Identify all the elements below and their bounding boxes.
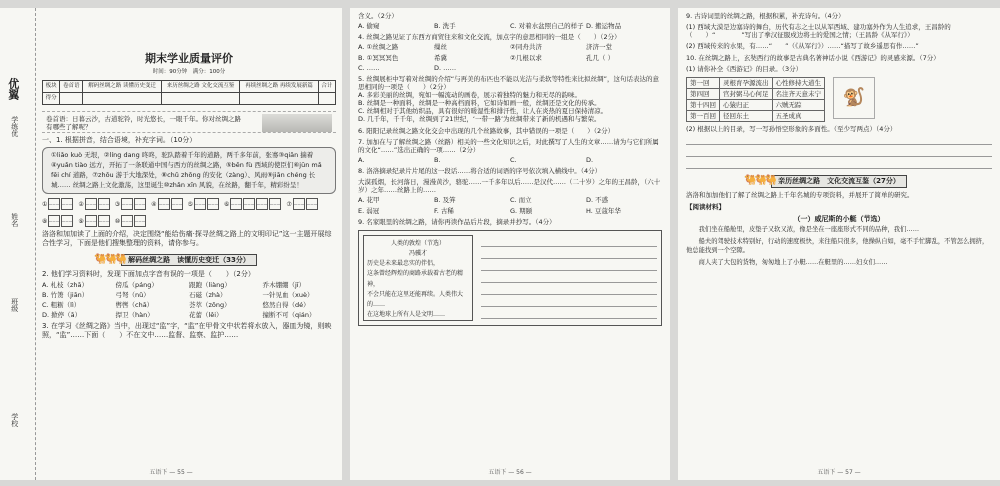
score-header: 再续丝绸之路 再续发展新篇 [240, 80, 318, 92]
answer-grids [42, 198, 336, 227]
excerpt-line: 不会只能在这里还能再续。人类伟大的…… [367, 290, 464, 308]
answer-grid[interactable]: ⑩ [115, 215, 146, 227]
article-paragraph: 商人夹了大包的货物，匆匆地上了小艇……在艇里的……妇女们…… [698, 258, 888, 266]
options-top: A. 偷窥 B. 洗手 C. 对着水盆照自己的样子 D. 搬运物品 [358, 22, 622, 31]
intro-paragraph: 洛洛和加加读了上面的介绍，决定围绕“能给伤痛·探寻丝绸之路上的文明印记”这一主题开展综合性学习，下面是他们搜集整理的资料，请你参与。 [42, 230, 332, 248]
score-header: 解码丝绸之路 读懂历史变迁 [83, 80, 161, 92]
score-cell[interactable] [240, 92, 318, 104]
page-55 [0, 8, 342, 480]
question-7: 7. 加加在与了解丝绸之路（丝路）相关的一些文化知识之后，对此撰写了人生的文章……请为与它们所属的文化“……”选出正确的一项……（2分） [358, 137, 659, 154]
binding-strip [0, 8, 36, 480]
page-footer: 五语下 — 55 — [149, 468, 193, 476]
contents-table [686, 77, 825, 123]
article-title: （一）威尼斯的小艇（节选） [793, 214, 885, 223]
page-57 [678, 8, 1000, 480]
camel-caravan-icon: 🐫🐫🐫 [94, 253, 126, 265]
answer-grid[interactable]: ③ [115, 198, 146, 210]
copy-box [358, 230, 662, 326]
question-5-option: D. 几千年，千千年，丝绸到了21世纪，‘一带一路’为丝绸带来了新的机遇和与繁荣。 [358, 115, 601, 124]
score-header: 板块 [43, 80, 60, 92]
pinyin-scroll: ①liǎo kuò 无垠，②líng dang 咚咚，驼队踏着千年的道路，两千多年前，张骞③qiān 揣着④yuǎn tiào 远方，开拓了一条联通中国与西方的丝绸之路，⑤bēn fù 西域的使臣们⑥jūn mǎ fēi chí 道路，⑦zhōu 游于大地深处，⑧chǔ zhōng 的安化（zàng）、风雨⑨jiān chéng 长城…… 丝绸之路上文化激荡，这里诞生⑩zhǎn xīn 风貌，在丝路，翻千年，精彩纷呈！ [42, 147, 336, 194]
excerpt-author: 冯骥才 [408, 249, 427, 257]
article-paragraph: 我们坐在船舱里，皮垫子又软又浓，像是坐在一座座形式不同的品种，我们…… [698, 226, 919, 234]
question-1: 一、1. 根据拼音，结合语境，补充字词。（10分） [42, 135, 197, 144]
name-label: 姓名 [10, 213, 19, 227]
question-5-option: B. 丝绸是一种面料，丝绸是一种高档面料，它如诗如画一般，丝绸还是文化的传承。 [358, 99, 601, 108]
monkey-king-icon: 🐒 [833, 77, 875, 119]
question-8-text: 大漠孤烟，长河落日，漫漫黄沙，骆驼……一千多年以后……是汉代……（二十岁）之年的王昌龄，（六十岁）之年……丝路上的…… [358, 178, 661, 195]
answer-grid[interactable]: ⑤ [188, 198, 219, 210]
answer-line[interactable] [686, 147, 992, 157]
reading-label: 【阅读材料】 [686, 202, 725, 211]
excerpt-line: 这条曾经辉煌的商路承载着古老的精神， [367, 270, 464, 288]
school-label: 学校 [10, 413, 19, 427]
answer-grid[interactable]: ⑥ [224, 198, 281, 210]
question-10-1: (1) 请你补全《西游记》的目录。（3分） [686, 64, 803, 73]
question-5-option: C. 丝绸相对于其他纺织品，具有很好的暖湿性和排汗性，让人在炎热的夏日保持清凉。 [358, 107, 608, 116]
intro-paragraph: 洛洛和加加他们了解了丝绸之路上千年名城的专项资料，并展开了简单的研究。 [686, 191, 914, 200]
question-8: 8. 洛洛摘录纪录片片尾的这一段话……将合适的词语的序号依次填入横线中。（4分） [358, 167, 602, 175]
score-header: 卷首语 [60, 80, 83, 92]
section-banner [744, 174, 934, 188]
question-4: 4. 丝绸之路见证了东西方商贸往来和文化交流，加点字的意思相同的一组是（ ）（2分） [358, 33, 621, 42]
score-cell[interactable] [161, 92, 239, 104]
page-title: 期末学业质量评价 [145, 52, 233, 65]
section-title: 亲历丝绸之路 文化交流互鉴（27分） [771, 175, 907, 188]
landscape-image [262, 114, 332, 132]
class-label: 班级 [10, 298, 19, 312]
score-cell[interactable] [60, 92, 83, 104]
continued-line: 含义。（2分） [358, 12, 398, 20]
exam-subtitle: 时间：90分钟 满分：100分 [152, 68, 226, 75]
question-3: 3. 在学习《丝绸之路》当中，出现过“监”字，“监”在甲骨文中状若将水放入，器皿为镜，则映照，“监”……下面（ ）不在文中……监督、监察、监护…… [42, 322, 332, 339]
preface [42, 111, 336, 133]
excerpt-title: 人类的敦煌（节选） [390, 239, 445, 247]
answer-grid[interactable]: ⑨ [78, 215, 109, 227]
answer-grid[interactable]: ④ [151, 198, 182, 210]
article-paragraph: 船夫的驾驶技术特别好，行动的速度极快，来往船只很多，他操纵自如，毫不手忙脚乱，不管怎么拥挤，他总能找到一个空隙。 [686, 237, 989, 255]
table-row: 第四回 官封弼马心何足 名注齐天意未宁 [687, 88, 825, 99]
question-9b-2: (2) 西域传来的水果，有……“ ”（《从军行》）……“描写了故乡遥思有作……” [686, 42, 919, 51]
answer-grid[interactable]: ⑦ [286, 198, 317, 210]
writing-area[interactable] [481, 235, 657, 321]
question-5-option: A. 多彩美丽的丝绸，宛如一幅流动的画卷，展示着独特的魅力和无尽的韵味。 [358, 91, 581, 99]
section-title: 解码丝绸之路 读懂历史变迁（33分） [121, 254, 257, 267]
score-header: 来历丝绸之路 文化交流互鉴 [161, 80, 239, 92]
score-table [42, 80, 336, 105]
page-56 [350, 8, 670, 480]
question-10: 10. 在丝绸之路上，玄奘西行的故事是古典名著神话小说《西游记》的灵感来源。（7分） [686, 53, 940, 62]
preface-text: 卷首语：日暮云沙，古道驼铃，时光悠长，一眼千年。你对丝绸之路有哪些了解呢？ [46, 114, 241, 131]
question-4-options: A. ①丝绸之路 缫丝 ②同舟共济 济济一堂 B. ①冥冥冥色 希冀 ②几根以求 孔几（ ） C. …… D. …… [358, 43, 615, 72]
score-header: 合计 [318, 80, 335, 92]
page-footer: 五语下 — 57 — [817, 468, 861, 476]
answer-grid[interactable]: ② [78, 198, 109, 210]
question-2-options: A. 札枝（zhā） 傍瓜（páng） 跟跑（liàng） 乔木绷绷（jī） B. 竹箦（jiān） 弓弩（nǔ） 石磁（zhà） 一针见血（xuè） C. 粗粝（lì） 辔辔（chā） 荟萃（zōng） 悠然自得（dé） D. 掀停（ā） 捍卫（hàn） 花蕾（lěi） 撞断不可（qián） [42, 280, 316, 319]
question-9: 9. 名家眼里的丝绸之路，请你再读作品后片段，摘录并抄写。（4分） [358, 217, 556, 226]
question-6: 6. 阳阳记录丝绸之路文化交会中出现的几个丝路故事，其中错误的一项是（ ）（2分） [358, 126, 615, 135]
brand-sub: 学练优 [10, 116, 19, 137]
question-8-options: A. 花甲 B. 及笄 C. 而立 D. 不惑 E. 弱冠 F. 古稀 G. 期颐 H. 豆蔻年华 [358, 196, 621, 215]
score-row-label: 得分 [43, 92, 60, 104]
camel-caravan-icon: 🐫🐫🐫 [744, 175, 776, 187]
question-10-2: (2) 根据以上的目录，写一写孙悟空形象的多面性。（至少写两点）（4分） [686, 125, 897, 134]
question-9b: 9. 古诗词里的丝绸之路，根据积累，补充诗句。（4分） [686, 12, 845, 20]
brand-logo: 优翼 [6, 78, 20, 100]
page-footer: 五语下 — 56 — [488, 468, 532, 476]
question-9b-1: (1) 西域大漠是边塞诗的舞台，历代有志之士以从军西域、建功塞外作为人生追求，王昌龄的（ ）“ ”写出了拳汉征服戍边将士的爱国之情；（王昌龄《从军行》） [686, 23, 951, 40]
table-row: 第一回 灵根育孕源流出 心性修持大道生 [687, 77, 825, 88]
excerpt-line: 在这地球上所有人是文明…… [367, 311, 446, 319]
question-5: 5. 丝绸展柜中写着对丝绸的介绍“与再美的布匹也不能以光洁与柔软等特性来比拟丝绸”，这句话表达的意思相同的一项是（ ）（2分） [358, 74, 660, 91]
answer-grid[interactable]: ⑧ [42, 215, 73, 227]
answer-line[interactable] [686, 135, 992, 145]
answer-grid[interactable]: ① [42, 198, 73, 210]
question-2: 2. 他们学习资料时，发现下面加点字音有误的一项是（ ）（2分） [42, 269, 255, 278]
table-row: 第十四回 心猿归正 六贼无踪 [687, 100, 825, 111]
score-cell[interactable] [83, 92, 161, 104]
score-cell[interactable] [318, 92, 335, 104]
question-7-options: A. B. C. D. [358, 155, 594, 164]
table-row: 第一百回 径回东土 五圣成真 [687, 111, 825, 122]
excerpt-line: 历史是未来最忠实的伴侣， [367, 260, 440, 268]
excerpt-card [363, 235, 473, 321]
answer-line[interactable] [686, 159, 992, 169]
section-banner [94, 253, 284, 267]
journey-contents [686, 77, 992, 123]
